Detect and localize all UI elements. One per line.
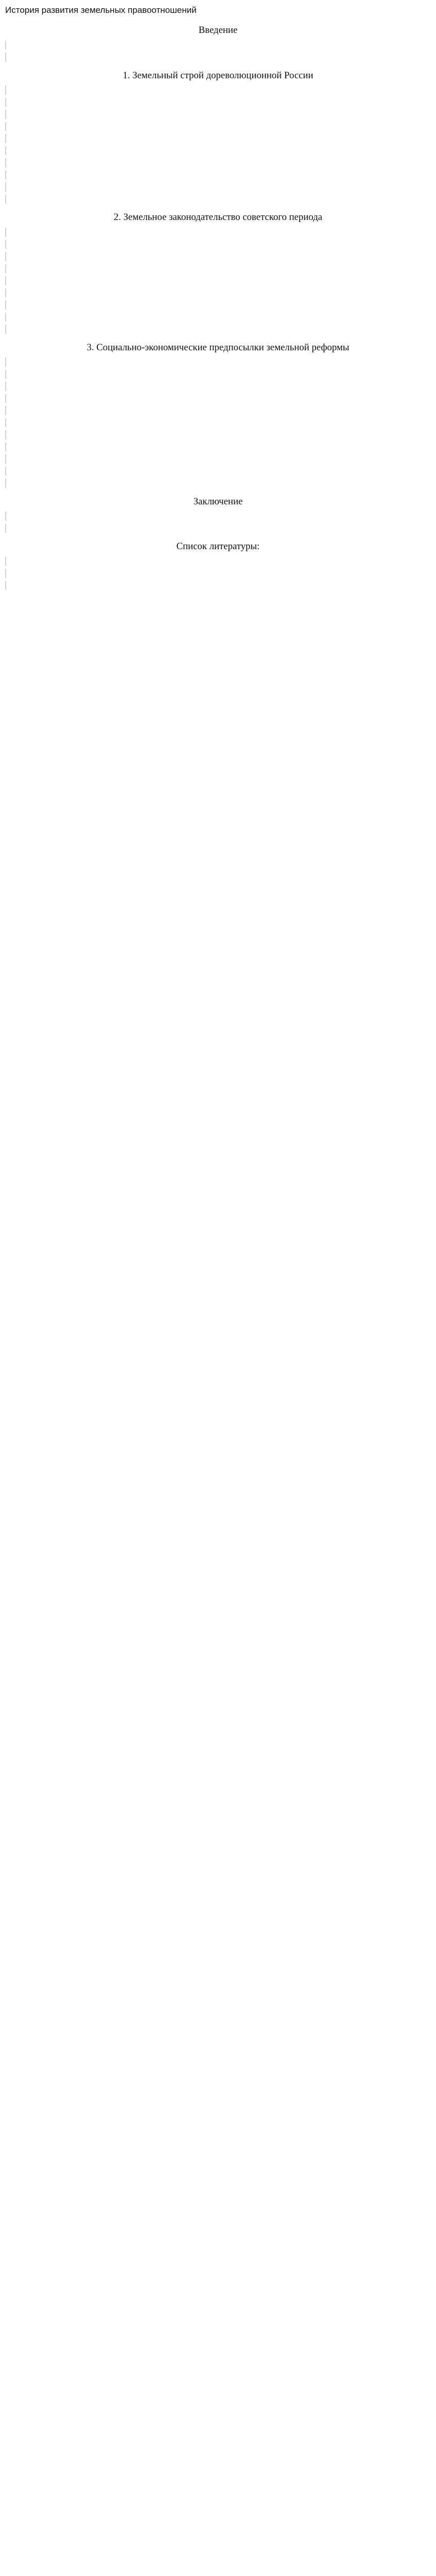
body-paragraph: [5, 146, 431, 156]
body-paragraph: [5, 53, 431, 62]
body-paragraph: [5, 122, 431, 131]
body-paragraph: [5, 182, 431, 192]
section-heading: Заключение: [193, 496, 243, 507]
body-paragraph: [5, 264, 431, 274]
section-heading: Список литературы:: [176, 541, 260, 552]
body-paragraph: [5, 443, 431, 452]
body-paragraph: [5, 418, 431, 428]
body-paragraph: [5, 467, 431, 476]
body-paragraph: [5, 289, 431, 298]
body-paragraph: [5, 158, 431, 167]
body-paragraph: [5, 313, 431, 322]
document: [5, 4, 431, 590]
body-paragraph: [5, 370, 431, 379]
body-paragraph: [5, 300, 431, 310]
sections-container: [5, 69, 431, 590]
body-paragraph: [5, 240, 431, 249]
intro-block: [5, 41, 431, 62]
body-paragraph: [5, 171, 431, 180]
body-paragraph: [5, 382, 431, 391]
body-paragraph: [5, 325, 431, 334]
intro-heading: Введение: [198, 25, 238, 36]
body-paragraph: [5, 134, 431, 143]
body-paragraph: [5, 454, 431, 464]
body-paragraph: [5, 524, 431, 533]
document-section: [5, 540, 431, 590]
section-heading: 3. Социально-экономические предпосылки земельной реформы: [86, 342, 350, 353]
body-paragraph: [5, 276, 431, 285]
document-title: История развития земельных правоотношений: [5, 5, 197, 15]
body-paragraph: [5, 195, 431, 204]
body-paragraph: [5, 569, 431, 578]
body-paragraph: [5, 581, 431, 590]
document-section: [5, 211, 431, 333]
document-section: [5, 69, 431, 204]
body-paragraph: [5, 252, 431, 261]
body-paragraph: [5, 394, 431, 403]
body-paragraph: [5, 86, 431, 95]
document-section: [5, 495, 431, 533]
body-paragraph: [5, 406, 431, 415]
body-paragraph: [5, 430, 431, 439]
body-paragraph: [5, 228, 431, 237]
body-paragraph: [5, 98, 431, 107]
body-paragraph: [5, 479, 431, 488]
document-section: [5, 341, 431, 488]
body-paragraph: [5, 358, 431, 367]
body-paragraph: [5, 512, 431, 521]
body-paragraph: [5, 41, 431, 50]
section-heading: 1. Земельный строй дореволюционной России: [123, 70, 313, 81]
body-paragraph: [5, 557, 431, 566]
section-heading: 2. Земельное законодательство советского периода: [113, 212, 323, 223]
body-paragraph: [5, 110, 431, 119]
